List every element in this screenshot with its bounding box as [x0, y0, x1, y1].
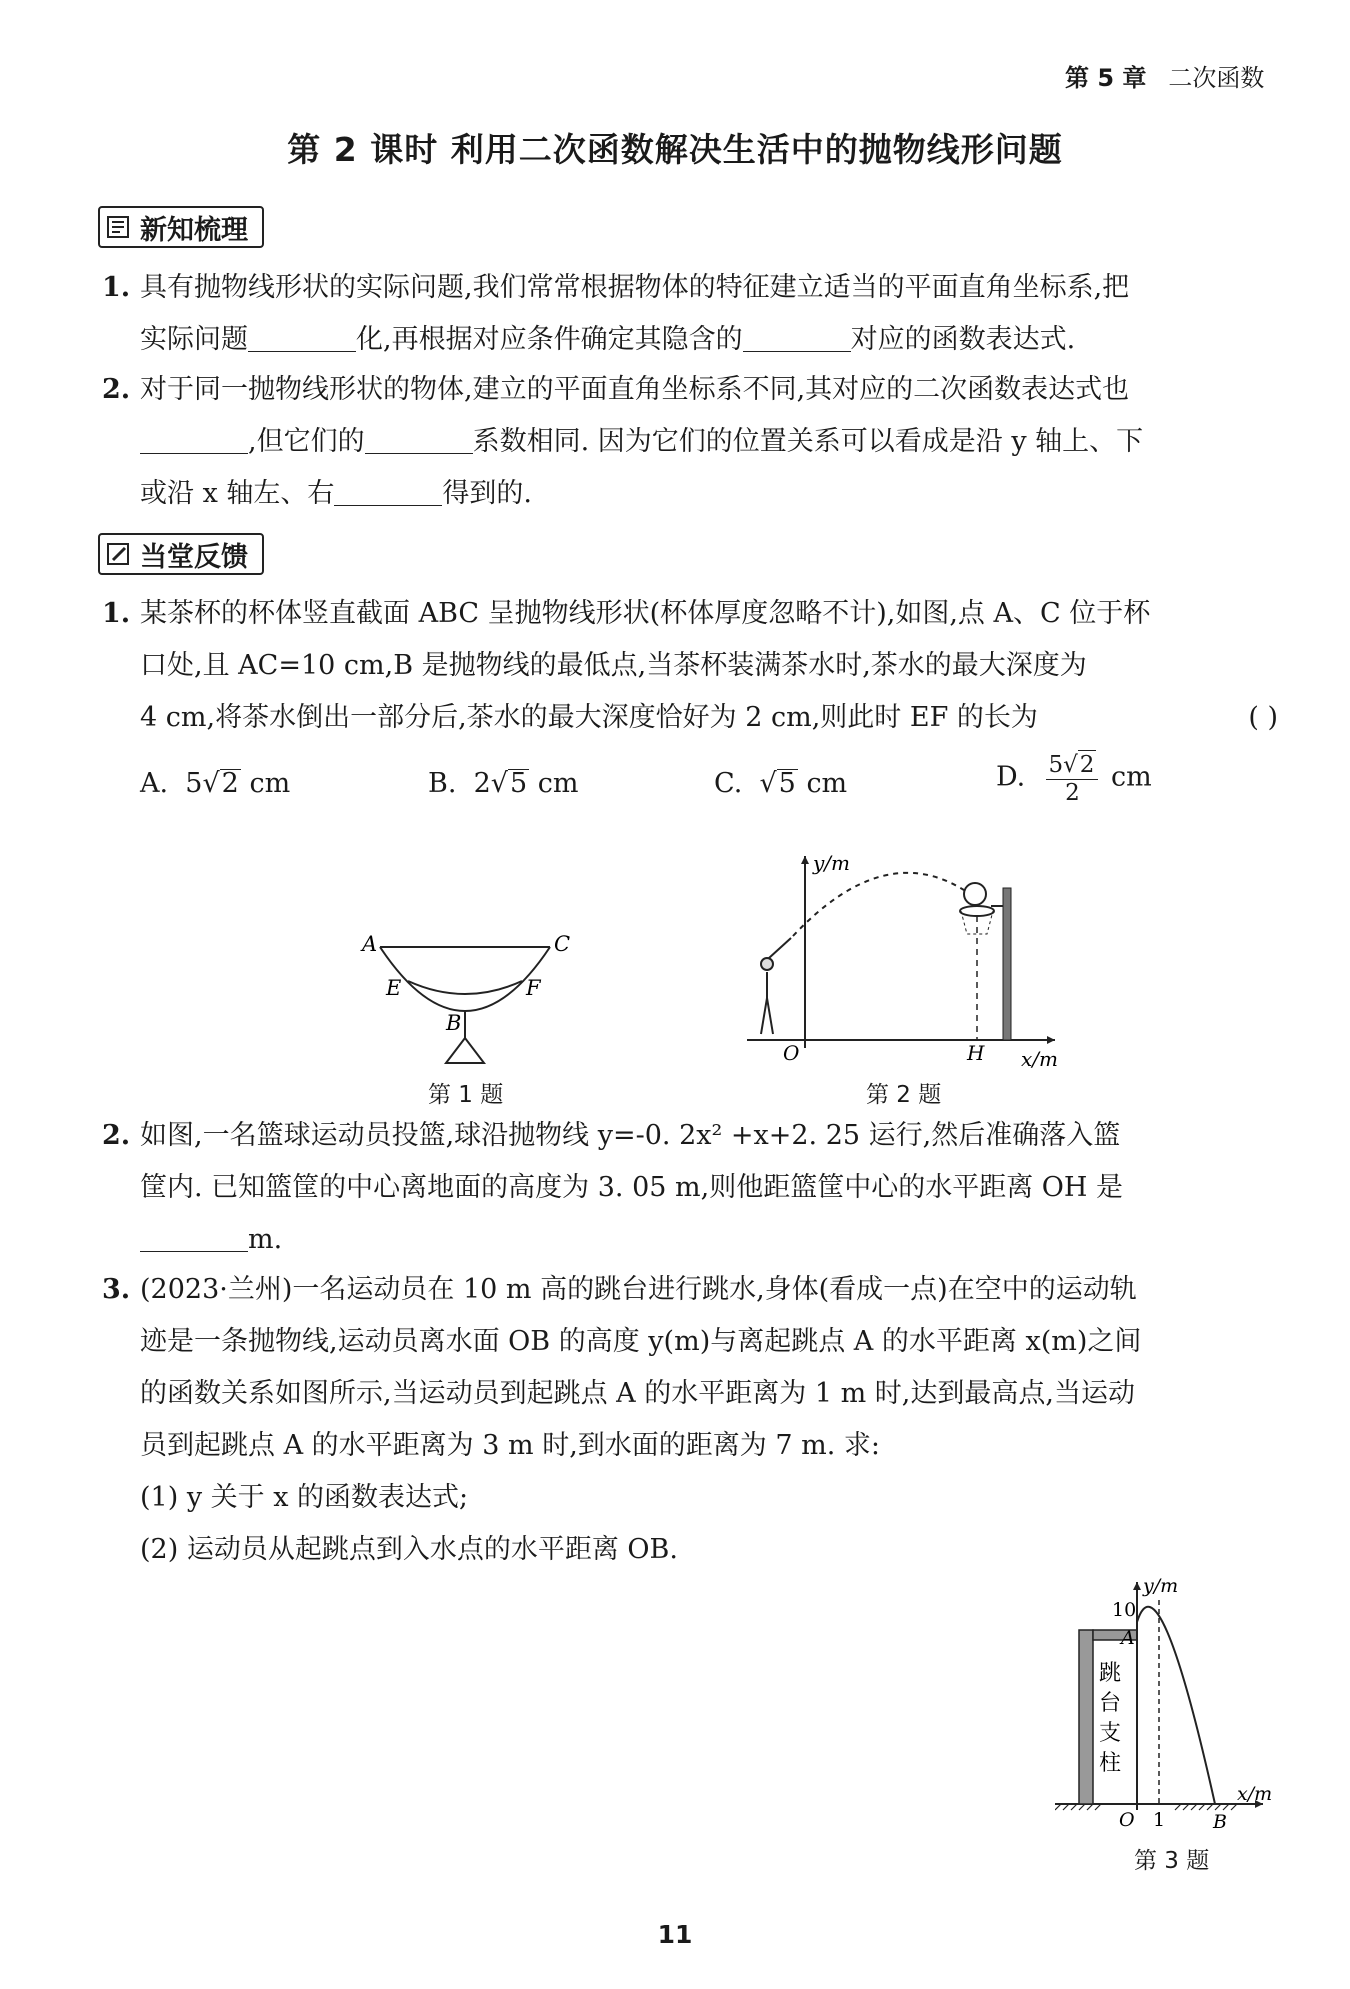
text-line: 口处,且 AC=10 cm,B 是抛物线的最低点,当茶杯装满茶水时,茶水的最大深度为	[140, 650, 1087, 681]
text-line: 员到起跳点 A 的水平距离为 3 m 时,到水面的距离为 7 m. 求:	[140, 1430, 880, 1461]
text-line: 或沿 x 轴左、右	[140, 478, 335, 509]
option-a[interactable]: A. 5√2 cm	[140, 768, 291, 799]
item-number: 3.	[102, 1274, 131, 1305]
answer-blank[interactable]	[140, 423, 248, 454]
chapter-header	[1065, 58, 1264, 93]
sub-question-1: (1) y 关于 x 的函数表达式;	[140, 1482, 469, 1513]
chapter-title: 二次函数	[1168, 64, 1265, 92]
label-C: C	[554, 932, 571, 956]
axis-y-label: y/m	[813, 851, 851, 875]
label-A: A	[1121, 1627, 1135, 1649]
question-3	[102, 1264, 1282, 1576]
text-line: m.	[248, 1224, 283, 1255]
figure-3-diving	[1055, 1570, 1285, 1830]
text-line: 对于同一抛物线形状的物体,建立的平面直角坐标系不同,其对应的二次函数表达式也	[140, 374, 1130, 405]
pillar-char-1: 跳	[1099, 1661, 1122, 1686]
pencil-note-icon	[106, 541, 132, 567]
axis-y-label: y/m	[1143, 1575, 1179, 1597]
label-A: A	[362, 932, 378, 956]
question-1	[102, 588, 1282, 744]
label-10: 10	[1112, 1599, 1137, 1621]
option-c[interactable]: C. √5 cm	[714, 768, 848, 799]
text-line: 迹是一条抛物线,运动员离水面 OB 的高度 y(m)与离起跳点 A 的水平距离 x(m)之间	[140, 1326, 1142, 1357]
question-2	[102, 1110, 1282, 1266]
answer-blank[interactable]	[365, 423, 473, 454]
option-b[interactable]: B. 2√5 cm	[428, 768, 579, 799]
axis-x-label: x/m	[1237, 1783, 1273, 1805]
text-line: 如图,一名篮球运动员投篮,球沿抛物线 y=-0. 2x² +x+2. 25 运行,然后准确落入篮	[140, 1120, 1121, 1151]
axis-x-label: x/m	[1021, 1047, 1058, 1071]
text-line: 得到的.	[442, 478, 532, 509]
text-line: 筐内. 已知篮筐的中心离地面的高度为 3. 05 m,则他距篮筐中心的水平距离 OH 是	[140, 1172, 1124, 1203]
label-H: H	[967, 1041, 985, 1065]
text-line: 实际问题	[140, 324, 248, 355]
section-new-knowledge	[98, 206, 264, 248]
label-O: O	[1119, 1809, 1135, 1830]
pillar-char-3: 支	[1099, 1721, 1122, 1746]
knowledge-item-1	[102, 262, 1282, 366]
label-F: F	[526, 976, 541, 1000]
answer-paren[interactable]: ( )	[1248, 702, 1278, 733]
section-label: 新知梳理	[140, 214, 248, 246]
text-line: ,但它们的	[248, 426, 365, 457]
item-number: 1.	[102, 272, 131, 303]
section-feedback	[98, 533, 264, 575]
item-number: 2.	[102, 374, 131, 405]
page-number: 11	[657, 1920, 693, 1949]
option-d[interactable]: D. $\frac{5√2}{2}$ cm	[996, 752, 1152, 806]
figure-3-caption: 第 3 题	[1134, 1848, 1210, 1874]
answer-blank[interactable]	[140, 1221, 248, 1252]
text-line: 化,再根据对应条件确定其隐含的	[356, 324, 743, 355]
figure-2-basketball	[735, 848, 1065, 1076]
chapter-number: 第 5 章	[1065, 64, 1147, 92]
section-label: 当堂反馈	[140, 541, 248, 573]
text-line: 具有抛物线形状的实际问题,我们常常根据物体的特征建立适当的平面直角坐标系,把	[140, 272, 1130, 303]
answer-blank[interactable]	[248, 321, 356, 352]
item-number: 2.	[102, 1120, 131, 1151]
player-figure	[761, 938, 791, 1034]
label-B: B	[1213, 1811, 1227, 1830]
label-E: E	[386, 976, 402, 1000]
pillar-char-2: 台	[1099, 1691, 1122, 1716]
answer-blank[interactable]	[743, 321, 851, 352]
figure-2-caption: 第 2 题	[866, 1082, 942, 1108]
text-line: 系数相同. 因为它们的位置关系可以看成是沿 y 轴上、下	[472, 426, 1144, 457]
text-line: 4 cm,将茶水倒出一部分后,茶水的最大深度恰好为 2 cm,则此时 EF 的长为	[140, 702, 1038, 733]
text-line: (2023·兰州)一名运动员在 10 m 高的跳台进行跳水,身体(看成一点)在空中的运动轨	[140, 1274, 1137, 1305]
label-1: 1	[1153, 1809, 1166, 1830]
text-line: 某茶杯的杯体竖直截面 ABC 呈抛物线形状(杯体厚度忽略不计),如图,点 A、C 位于杯	[140, 598, 1151, 629]
label-B: B	[446, 1011, 462, 1035]
figure-1-caption: 第 1 题	[428, 1082, 504, 1108]
text-line: 对应的函数表达式.	[850, 324, 1076, 355]
sub-question-2: (2) 运动员从起跳点到入水点的水平距离 OB.	[140, 1534, 678, 1565]
text-line: 的函数关系如图所示,当运动员到起跳点 A 的水平距离为 1 m 时,达到最高点,当运动	[140, 1378, 1135, 1409]
book-icon	[106, 214, 132, 240]
label-O: O	[783, 1041, 800, 1065]
lesson-title: 第 2 课时 利用二次函数解决生活中的抛物线形问题	[287, 130, 1063, 169]
answer-blank[interactable]	[334, 475, 442, 506]
pillar-char-4: 柱	[1099, 1751, 1122, 1776]
item-number: 1.	[102, 598, 131, 629]
knowledge-item-2	[102, 364, 1282, 520]
